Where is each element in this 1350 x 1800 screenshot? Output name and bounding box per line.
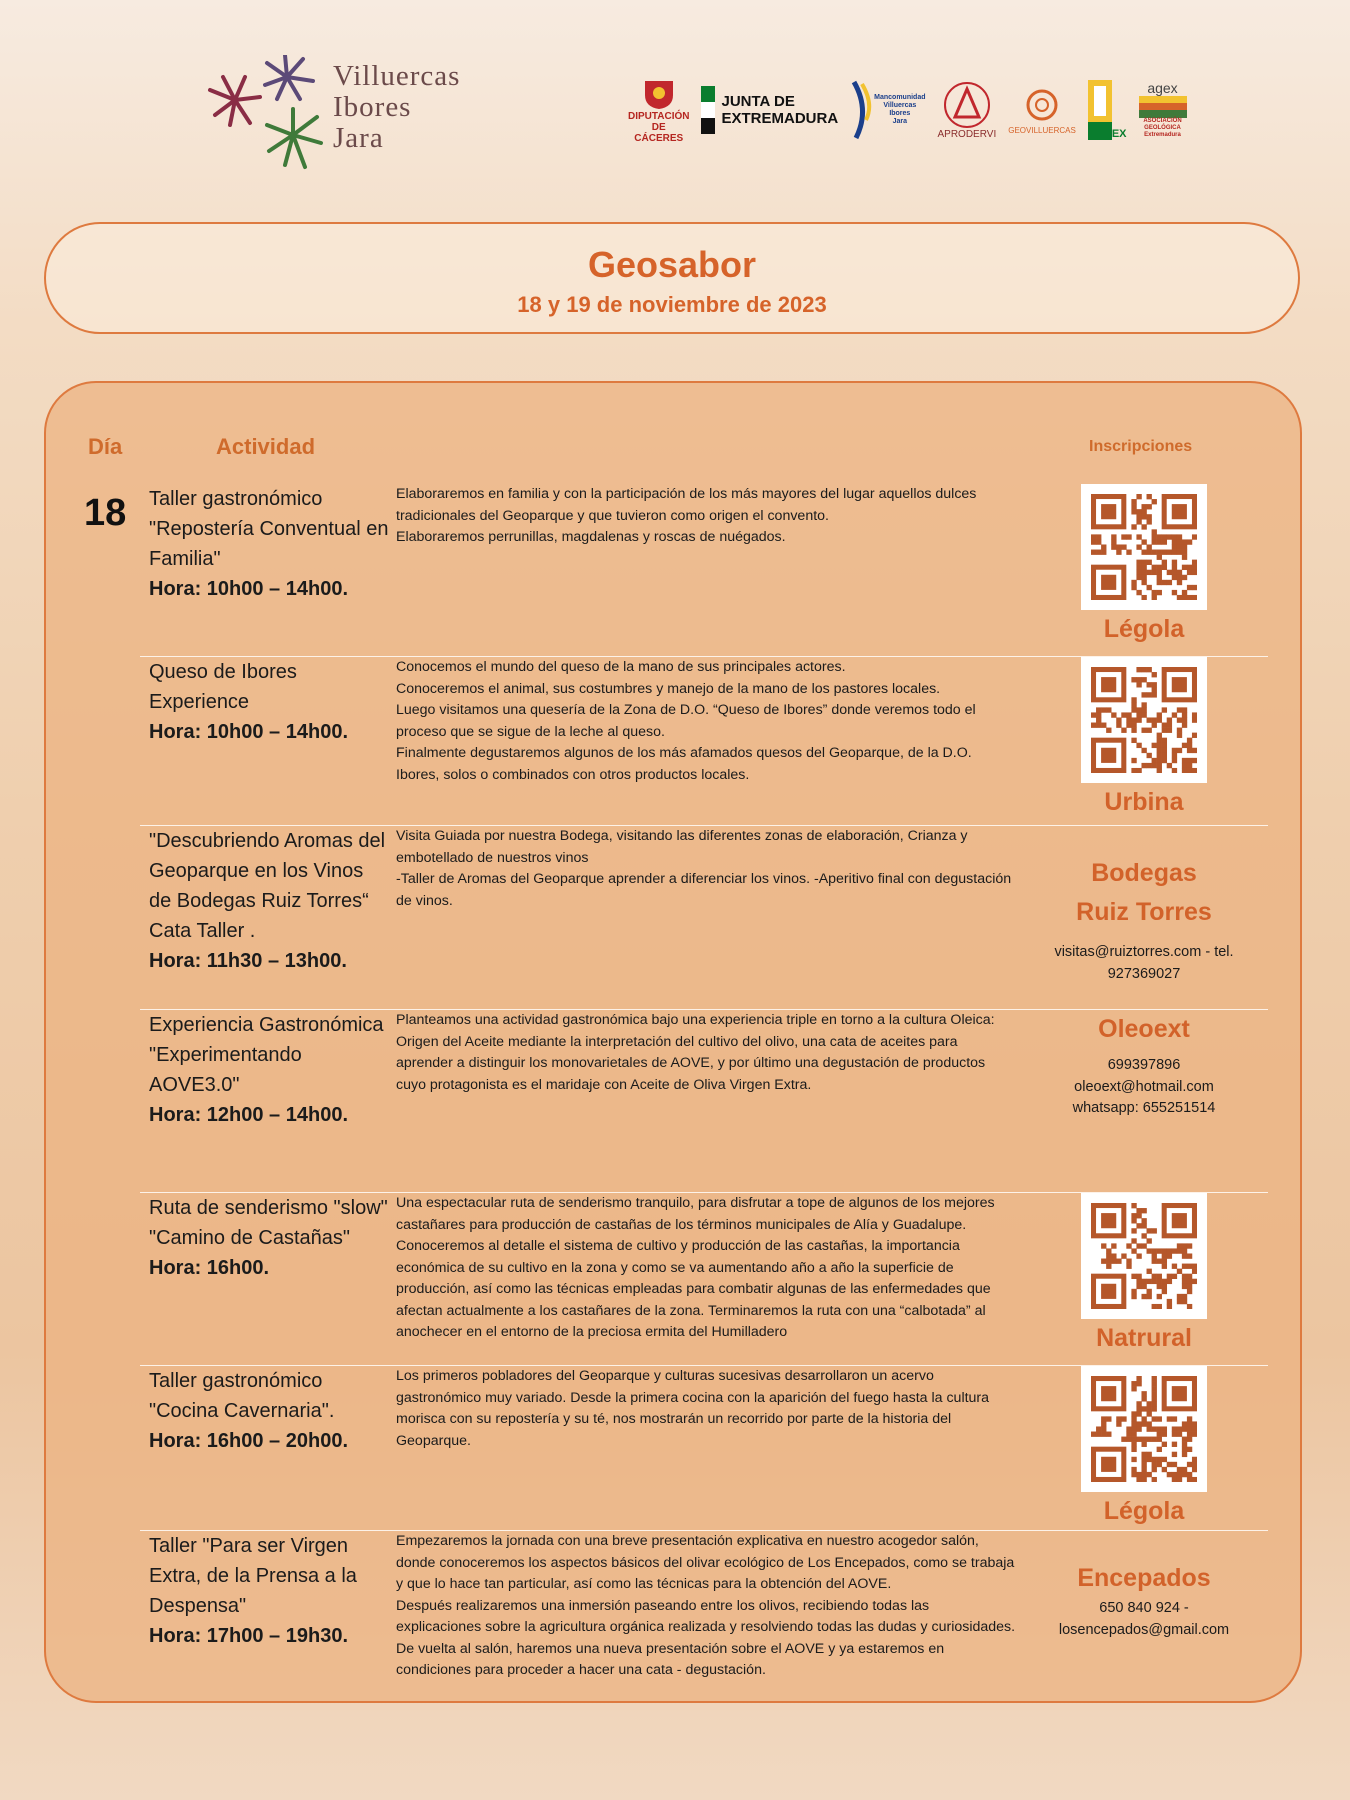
partner-mancomunidad-line-3: Ibores	[889, 110, 911, 117]
organizer-contact: losencepados@gmail.com	[1058, 1621, 1230, 1638]
qr-code-icon	[1091, 1203, 1197, 1309]
registration-block	[1020, 1531, 1268, 1641]
activity-time: Hora: 16h00.	[149, 1257, 270, 1279]
organizer-name: Oleoext	[1098, 1015, 1190, 1043]
column-header-inscripciones: Inscripciones	[1089, 438, 1193, 455]
organizer-name: Légola	[1103, 1497, 1185, 1525]
activity-title: Taller gastronómico "Cocina Cavernaria".	[149, 1370, 335, 1422]
qr-code-icon	[1091, 494, 1197, 600]
organizer-contact: whatsapp: 655251514	[1072, 1100, 1216, 1116]
registration-block	[1020, 1193, 1268, 1358]
partner-agex	[1139, 81, 1187, 139]
activity-description	[396, 1531, 1016, 1682]
activity-description	[396, 1010, 1016, 1096]
activity-description	[396, 1366, 1016, 1452]
uex-icon	[1088, 80, 1112, 140]
activity-title: Experiencia Gastronómica "Experimentando AOVE3.0"	[149, 1014, 384, 1096]
activity-title-block	[149, 1193, 389, 1283]
partner-mancomunidad-line-2: Villuercas	[883, 102, 917, 109]
description-paragraph: Una espectacular ruta de senderismo tranquilo, para disfrutar a tope de algunos de los mejores castañares para producción de castañas de los términos municipales de Alía y Guadalupe. Conoceremos al detalle el sistema de cultivo y producción de las castañas, la importancia económica de su cultivo en la zona y como se va aumentando año a año la superficie de producción, así como las técnicas empleadas para combatir algunas de las enfermedades que afectan actualmente a los castañares de la zona. Terminaremos la ruta con una “calbotada” al anochecer en el entorno de la preciosa ermita del Humilladero	[396, 1195, 995, 1340]
description-paragraph: Elaboraremos en familia y con la participación de los más mayores del lugar aquellos dulces tradicionales del Geoparque y que tuvieron como origen el convento.	[396, 486, 977, 524]
geopark-name-line-2: Ibores	[333, 91, 412, 123]
description-paragraph: De vuelta al salón, haremos una nueva presentación sobre el AOVE y ya estaremos en condiciones para proceder a hacer una cata - degustación.	[396, 1640, 945, 1678]
registration-block	[1020, 1010, 1268, 1120]
activity-title-block	[149, 1366, 389, 1456]
geopark-name-line-3: Jara	[333, 122, 384, 154]
description-paragraph: Finalmente degustaremos algunos de los más afamados quesos del Geoparque, de la D.O. Ibores, solos o combinados con otros productos locales.	[396, 745, 972, 783]
organizer-contact: 650 840 924 -	[1099, 1600, 1189, 1616]
extremadura-flag-icon	[701, 86, 715, 134]
header	[0, 0, 1350, 200]
aproderv-icon	[943, 81, 991, 129]
activity-description	[396, 826, 1016, 912]
activity-title: Taller "Para ser Virgen Extra, de la Prensa a la Despensa"	[149, 1535, 357, 1617]
description-paragraph: -Taller de Aromas del Geoparque aprender a diferenciar los vinos. -Aperitivo final con degustación de vinos.	[396, 871, 1012, 909]
description-paragraph: Conoceremos el animal, sus costumbres y manejo de la mano de los pastores locales.	[396, 680, 941, 697]
description-paragraph: Después realizaremos una inmersión paseando entre los olivos, recibiendo todas las explicaciones sobre la agricultura orgánica realizada y resolviendo todas las dudas y curiosidades.	[396, 1597, 1016, 1635]
activity-title-block	[149, 1010, 389, 1130]
partner-diputacion-line-2: DE CÁCERES	[634, 121, 684, 144]
partner-aproderv	[938, 81, 997, 140]
partner-logos	[628, 70, 1182, 150]
registration-qr-code[interactable]	[1081, 1366, 1207, 1492]
activity-description	[396, 484, 1016, 549]
partner-aproderv-line-1: APRODERVI	[937, 128, 997, 140]
event-title: Geosabor	[587, 244, 757, 285]
partner-geovilluercas-line-1: GEOVILLUERCAS	[1008, 125, 1076, 135]
partner-mancomunidad-line-1: Mancomunidad	[874, 94, 926, 101]
organizer-contact: visitas@ruiztorres.com - tel. 927369027	[1054, 944, 1234, 982]
partner-junta-line-2: EXTREMADURA	[721, 110, 839, 127]
geopark-plants-icon	[205, 55, 325, 175]
registration-qr-code[interactable]	[1081, 657, 1207, 783]
activity-title-block	[149, 484, 389, 604]
partner-agex-line-3: GEOLÓGICA	[1144, 125, 1181, 131]
title-box	[44, 222, 1300, 334]
organizer-name: Légola	[1103, 615, 1185, 643]
partner-diputacion-line-1: DIPUTACIÓN	[628, 110, 690, 122]
activity-title: Ruta de senderismo "slow" "Camino de Castañas"	[149, 1197, 388, 1249]
activity-description	[396, 657, 1016, 786]
description-paragraph: Planteamos una actividad gastronómica bajo una experiencia triple en torno a la cultura Oleica: Origen del Aceite mediante la interpretación del cultivo del olivo, una cata de aceites para aprender a distinguir los monovarietales de AOVE, y por último una degustación de productos cuyo protagonista es el maridaje con Aceite de Oliva Virgen Extra.	[396, 1012, 995, 1093]
activity-title: Queso de Ibores Experience	[149, 661, 297, 713]
partner-agex-line-1: agex	[1147, 80, 1178, 96]
day-number: 18	[84, 492, 127, 534]
activity-title-block	[149, 826, 389, 976]
mancomunidad-icon	[850, 80, 872, 140]
partner-agex-line-2: ASOCIACIÓN	[1143, 118, 1182, 124]
description-paragraph: Conocemos el mundo del queso de la mano de sus principales actores.	[396, 659, 846, 675]
organizer-contact: oleoext@hotmail.com	[1074, 1078, 1214, 1095]
partner-mancomunidad-line-4: Jara	[892, 118, 908, 125]
partner-junta	[701, 86, 838, 134]
description-paragraph: Luego visitamos una quesería de la Zona de D.O. “Queso de Ibores” donde veremos todo el proceso que se sigue de la leche al queso.	[396, 702, 976, 740]
partner-mancomunidad	[850, 80, 925, 140]
organizer-contact: 699397896	[1107, 1057, 1181, 1073]
diputacion-crest-icon	[641, 77, 677, 111]
organizer-name: Bodegas Ruiz Torres	[1076, 859, 1212, 926]
organizer-name: Encepados	[1077, 1564, 1211, 1592]
description-paragraph: Empezaremos la jornada con una breve presentación explicativa en nuestro acogedor salón, donde conoceremos los aspectos básicos del olivar ecológico de Los Encepados, como se trabaja y que lo hace tan particular, así como las técnicas para la obtención del AOVE.	[396, 1533, 1015, 1592]
description-paragraph: Elaboraremos perrunillas, magdalenas y roscas de nuégados.	[396, 529, 786, 545]
organizer-name: Urbina	[1104, 788, 1184, 816]
partner-uex-line-1: EX	[1111, 128, 1127, 140]
registration-qr-code[interactable]	[1081, 484, 1207, 610]
activity-time: Hora: 12h00 – 14h00.	[149, 1104, 348, 1126]
description-paragraph: Los primeros pobladores del Geoparque y culturas sucesivas desarrollaron un acervo gastronómico muy variado. Desde la primera cocina con la aparición del fuego hasta la cultura morisca con su repostería y su té, nos mostrarán un recorrido por parte de la historia del Geoparque.	[396, 1368, 990, 1449]
registration-block	[1020, 657, 1268, 822]
activity-title: "Descubriendo Aromas del Geoparque en los Vinos de Bodegas Ruiz Torres“ Cata Taller .	[149, 830, 386, 942]
activity-time: Hora: 10h00 – 14h00.	[149, 578, 348, 600]
agex-icon	[1139, 96, 1187, 118]
partner-uex	[1088, 80, 1127, 140]
geopark-logo	[205, 55, 545, 175]
column-header-actividad: Actividad	[216, 434, 316, 459]
geopark-name-line-1: Villuercas	[333, 60, 461, 92]
partner-agex-line-4: Extremadura	[1144, 132, 1181, 138]
registration-block	[1020, 1366, 1268, 1531]
activity-time: Hora: 17h00 – 19h30.	[149, 1625, 348, 1647]
geovilluercas-icon	[1022, 85, 1062, 125]
qr-code-icon	[1091, 1376, 1197, 1482]
activity-title-block	[149, 657, 389, 747]
partner-geovilluercas	[1008, 85, 1076, 136]
registration-block	[1020, 826, 1268, 985]
organizer-name: Natrural	[1096, 1324, 1192, 1352]
event-dates: 18 y 19 de noviembre de 2023	[517, 292, 827, 317]
registration-block	[1020, 484, 1268, 649]
description-paragraph: Visita Guiada por nuestra Bodega, visitando las diferentes zonas de elaboración, Crianza y embotellado de nuestros vinos	[396, 828, 968, 866]
activity-title-block	[149, 1531, 389, 1651]
activity-time: Hora: 10h00 – 14h00.	[149, 721, 348, 743]
partner-diputacion	[628, 77, 689, 144]
activity-time: Hora: 11h30 – 13h00.	[149, 950, 347, 972]
registration-qr-code[interactable]	[1081, 1193, 1207, 1319]
activity-description	[396, 1193, 1016, 1344]
activity-time: Hora: 16h00 – 20h00.	[149, 1430, 348, 1452]
column-header-dia: Día	[88, 434, 123, 459]
activity-title: Taller gastronómico "Repostería Conventual en Familia"	[149, 488, 389, 570]
qr-code-icon	[1091, 667, 1197, 773]
partner-junta-line-1: JUNTA DE	[721, 93, 795, 110]
